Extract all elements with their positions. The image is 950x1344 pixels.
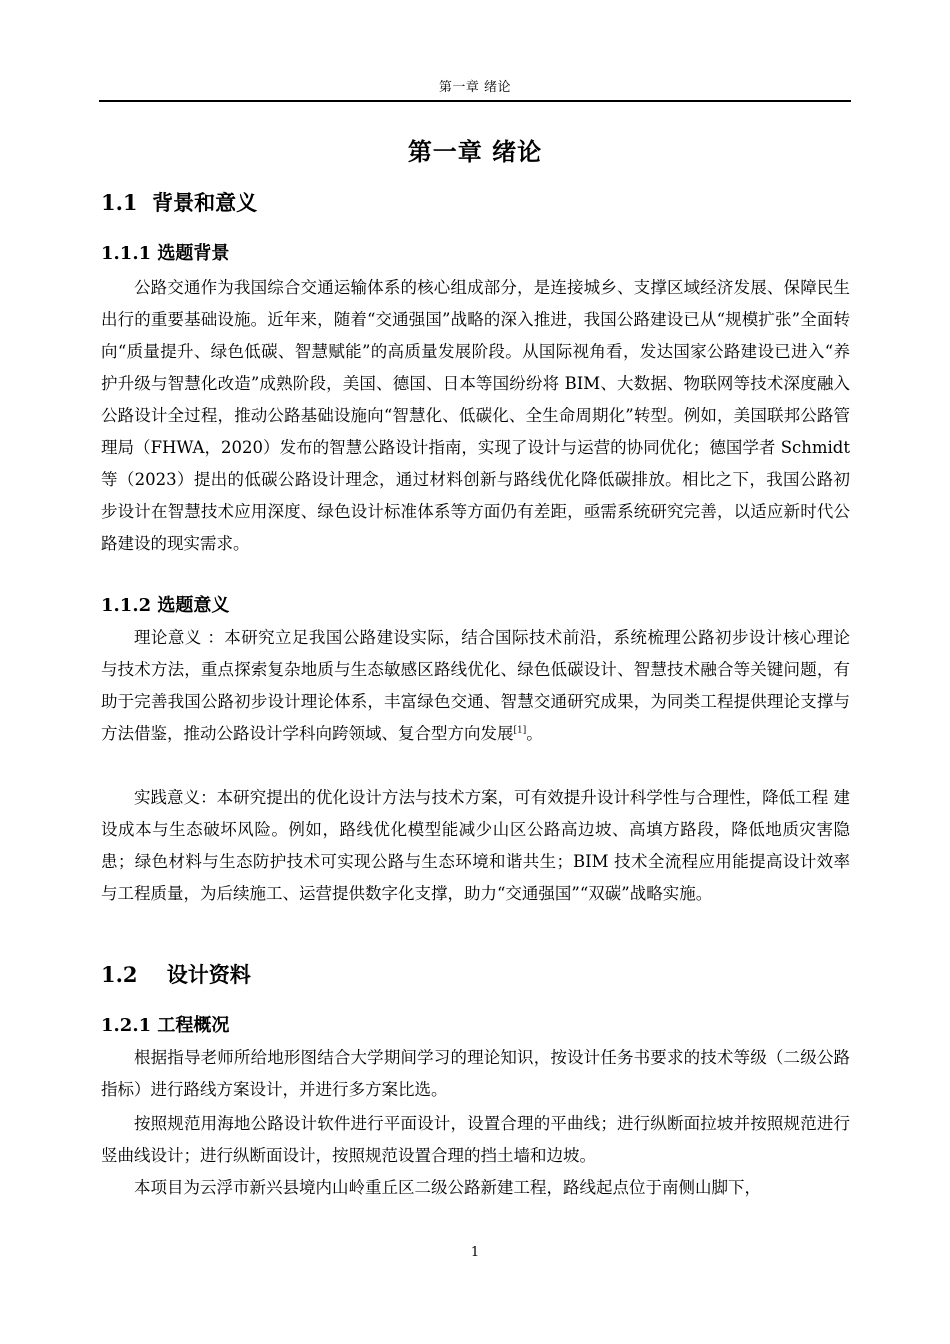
section-heading-1-1-2: 1.1.2 选题意义 xyxy=(101,595,230,616)
paragraph-overview-1: 根据指导老师所给地形图结合大学期间学习的理论知识，按设计任务书要求的技术等级（二级公路指标）进行路线方案设计，并进行多方案比选。 xyxy=(101,1048,850,1099)
page-number: 1 xyxy=(470,1245,480,1260)
section-heading-1-2-1: 1.2.1 工程概况 xyxy=(101,1015,230,1036)
header-divider xyxy=(99,100,851,102)
chapter-title: 第一章 绪论 xyxy=(407,137,543,166)
section-heading-1-1: 1.1 背景和意义 xyxy=(101,190,258,215)
section-heading-1-2: 1.2 设计资料 xyxy=(101,962,251,987)
paragraph-overview-2: 按照规范用海地公路设计软件进行平面设计，设置合理的平曲线；进行纵断面拉坡并按照规范进行竖曲线设计；进行纵断面设计，按照规范设置合理的挡土墙和边坡。 xyxy=(101,1114,850,1165)
section-heading-1-1-1: 1.1.1 选题背景 xyxy=(101,243,230,264)
paragraph-background: 公路交通作为我国综合交通运输体系的核心组成部分，是连接城乡、支撑区域经济发展、保障民生出行的重要基础设施。近年来，随着“交通强国”战略的深入推进，我国公路建设已从“规模扩张”全面转向“质量提升、绿色低碳、智慧赋能”的高质量发展阶段。从国际视角看，发达国家公路建设已进入“养护升级与智慧化改造”成熟阶段，美国、德国、日本等国纷纷将 BIM、大数据、物联网等技术深度融入公路设计全过程，推动公路基础设施向“智慧化、低碳化、全生命周期化”转型。例如，美国联邦公路管理局（FHWA，2020）发布的智慧公路设计指南，实现了设计与运营的协同优化；德国学者 Schmidt 等（2023）提出的低碳公路设计理念，通过材料创新与路线优化降低碳排放。相比之下，我国公路初步设计在智慧技术应用深度、绿色设计标准体系等方面仍有差距，亟需系统研究完善，以适应新时代公路建设的现实需求。 xyxy=(101,278,850,553)
citation-marker: [1] xyxy=(513,725,527,736)
paragraph-theory-significance xyxy=(101,622,850,750)
theory-end-punct: 。 xyxy=(526,724,543,743)
theory-text: 理论意义 ：本研究立足我国公路建设实际，结合国际技术前沿，系统梳理公路初步设计核心理论 与技术方法，重点探索复杂地质与生态敏感区路线优化、绿色低碳设计、智慧技术融合等关键问题，有助于完善我国公路初步设计理论体系，丰富绿色交通、智慧交通研究成果，为同类工程提供理论支撑与方法借鉴，推动公路设计学科向跨领域、复合型方向发展 xyxy=(101,628,850,743)
running-header: 第一章 绪论 xyxy=(438,80,512,95)
paragraph-practice-significance: 实践意义：本研究提出的优化设计方法与技术方案，可有效提升设计科学性与合理性，降低工程 建设成本与生态破坏风险。例如，路线优化模型能减少山区公路高边坡、高填方路段，降低地质灾害隐患；绿色材料与生态防护技术可实现公路与生态环境和谐共生；BIM 技术全流程应用能提高设计效率与工程质量，为后续施工、运营提供数字化支撑，助力“交通强国”“双碳”战略实施。 xyxy=(101,788,850,903)
paragraph-overview-3: 本项目为云浮市新兴县境内山岭重丘区二级公路新建工程，路线起点位于南侧山脚下， xyxy=(134,1178,761,1197)
